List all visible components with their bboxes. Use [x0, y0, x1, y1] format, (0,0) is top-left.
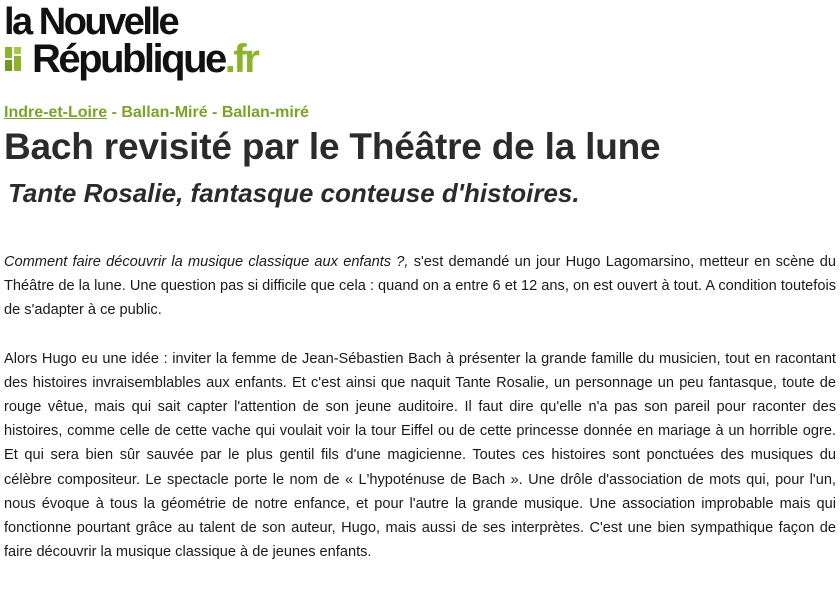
article-subtitle: Tante Rosalie, fantasque conteuse d'histoires.	[8, 178, 580, 208]
breadcrumb-city: Ballan-Miré	[121, 104, 208, 121]
article-paragraph: Alors Hugo eu une idée : inviter la femme de Jean-Sébastien Bach à présenter la grande famille du musicien, tout en racontant des histoires invraisemblables aux enfants. Et c'est ainsi que naquit Tante Rosalie, un personnage un peu fantasque, toute de rouge vêtue, mais qui sait capter l'attention de son jeune auditoire. Il faut dire qu'elle n'a pas son pareil pour raconter des histoires, comme celle de cette vache qui voulait voir la tour Eiffel ou de cette princesse donnée en mariage à un horrible ogre. Et qui sera bien sûr sauvée par le plus gentil fils d'une magicienne. Toutes ces histoires sont ponctuées des musiques du célèbre compositeur. Le spectacle porte le nom de « L'hypoténuse de Bach ». Une drôle d'association de mots qui, pour l'un, nous évoque à tous la géométrie de notre enfance, et pour l'autre la grande musique. Une association improbable mais qui fonctionne pourtant grâce au talent de son auteur, Hugo, mais aussi de ses interprètes. C'est une bien sympathique façon de faire découvrir la musique classique à de jeunes enfants.	[4, 350, 836, 561]
intro-question: Comment faire découvrir la musique classique aux enfants ?,	[4, 254, 409, 270]
breadcrumb-link-region[interactable]: Indre-et-Loire	[4, 104, 108, 121]
article-body	[4, 250, 836, 588]
logo-suffix: .fr	[224, 37, 258, 81]
logo-squares-icon	[4, 42, 30, 74]
breadcrumb-town: Ballan-miré	[221, 104, 309, 121]
breadcrumb	[4, 104, 309, 122]
site-logo[interactable]	[4, 2, 304, 82]
logo-name-line2	[4, 38, 257, 80]
logo-republique-text: République	[32, 37, 225, 81]
breadcrumb-separator: -	[107, 104, 122, 121]
logo-name-line1: la Nouvelle	[4, 1, 178, 43]
breadcrumb-separator: -	[207, 104, 222, 121]
article-title: Bach revisité par le Théâtre de la lune	[4, 126, 661, 167]
article-paragraph-intro	[4, 250, 836, 323]
intro-text: s'est demandé un jour Hugo Lagomarsino, metteur en scène du Théâtre de la lune. Une question pas si difficile que cela : quand on a entre 6 et 12 ans, on est ouvert à tout. A condition toutefois de s'adapter à ce public.	[4, 254, 836, 319]
